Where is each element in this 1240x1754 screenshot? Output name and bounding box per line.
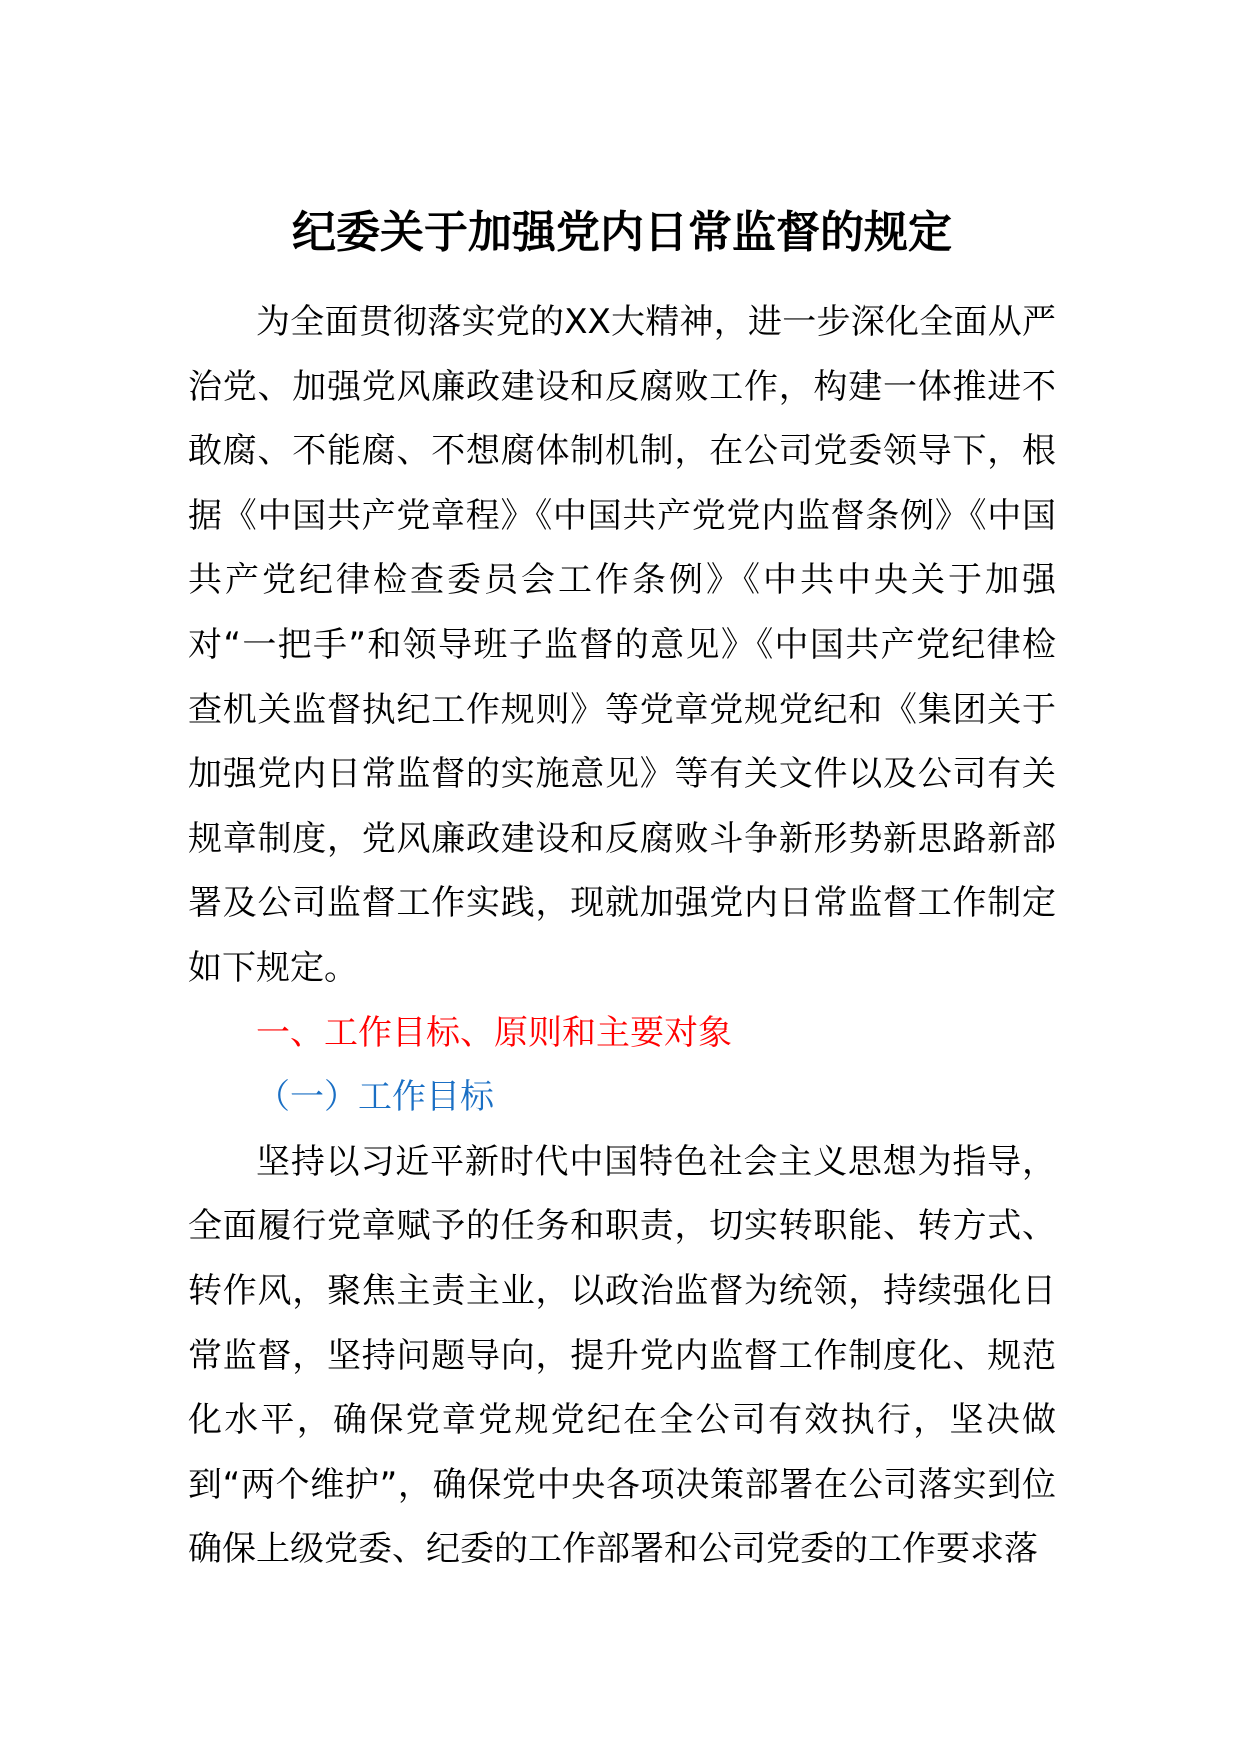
section-heading: 一、工作目标、原则和主要对象: [256, 1012, 732, 1053]
subsection-heading: （一）工作目标: [256, 1077, 494, 1118]
subsection-body-paragraph: 坚持以习近平新时代中国特色社会主义思想为指导，全面履行党章赋予的任务和职责，切实转职能、转方式、转作风，聚焦主责主业，以政治监督为统领，持续强化日常监督，坚持问题导向，提升党内监督工作制度化、规范化水平，确保党章党规党纪在全公司有效执行，坚决做到“两个维护”，确保党中央各项决策部署在公司落实到位确保上级党委、纪委的工作部署和公司党委的工作要求落: [188, 1141, 1056, 1570]
document-content: [188, 198, 1056, 1582]
intro-paragraph: 为全面贯彻落实党的XX大精神，进一步深化全面从严治党、加强党风廉政建设和反腐败工作，构建一体推进不敢腐、不能腐、不想腐体制机制，在公司党委领导下，根据《中国共产党章程》《中国共产党党内监督条例》《中国共产党纪律检查委员会工作条例》《中共中央关于加强对“一把手”和领导班子监督的意见》《中国共产党纪律检查机关监督执纪工作规则》等党章党规党纪和《集团关于加强党内日常监督的实施意见》等有关文件以及公司有关规章制度，党风廉政建设和反腐败斗争新形势新思路新部署及公司监督工作实践，现就加强党内日常监督工作制定如下规定。: [188, 302, 1056, 988]
document-title: 纪委关于加强党内日常监督的规定: [292, 207, 952, 258]
